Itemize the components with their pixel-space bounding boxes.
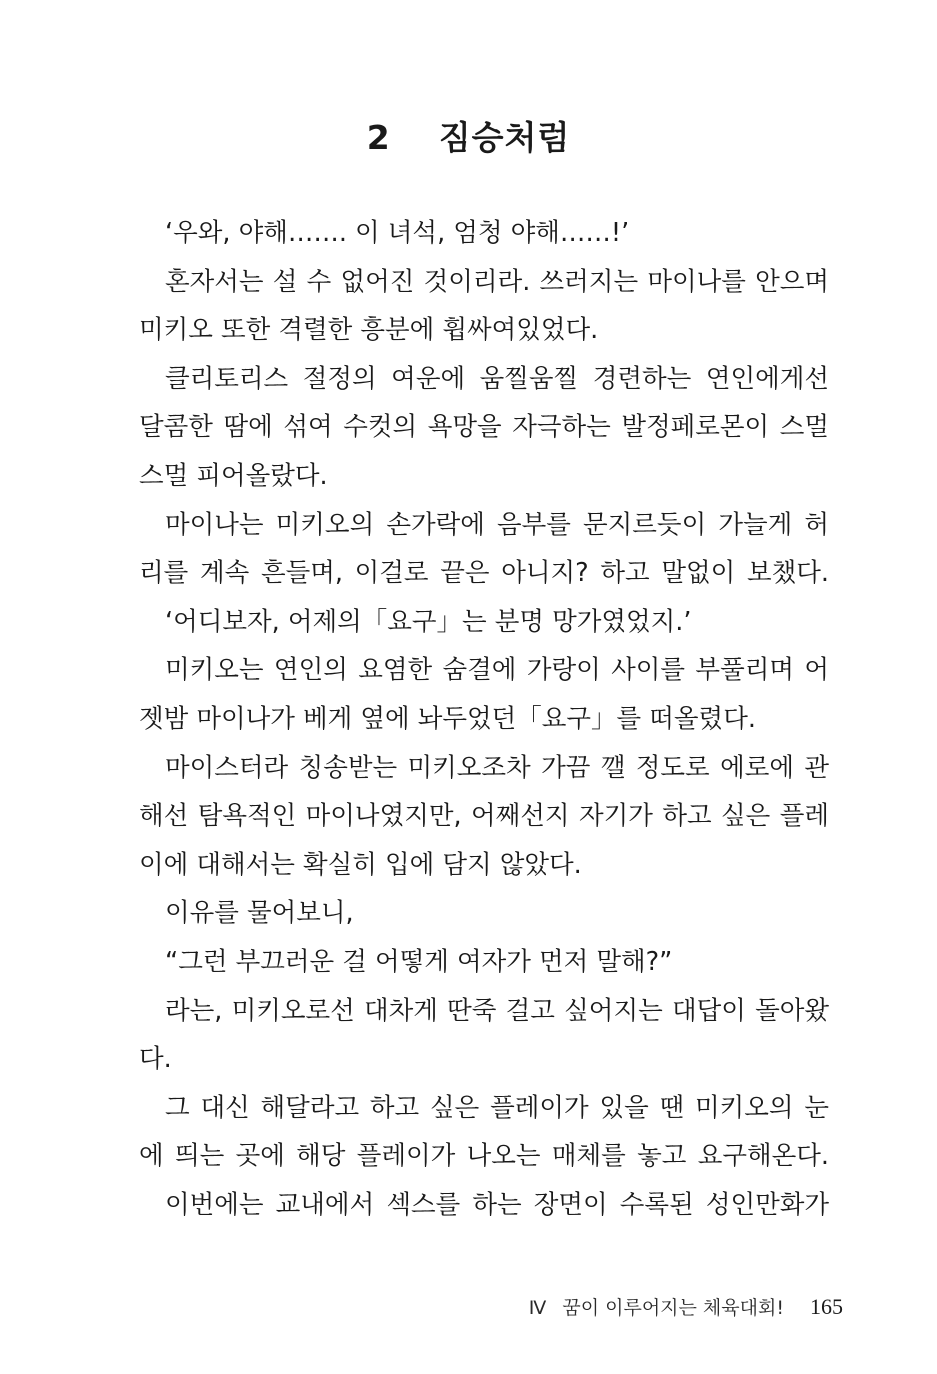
- text-line: 미키오는 연인의 요염한 숨결에 가랑이 사이를 부풀리며 어: [165, 655, 829, 686]
- text-line: “그런 부끄러운 걸 어떻게 여자가 먼저 말해?”: [165, 946, 673, 977]
- text-line: 이번에는 교내에서 섹스를 하는 장면이 수록된 성인만화가: [165, 1189, 829, 1220]
- page-footer: [529, 1293, 843, 1320]
- text-line: 에 띄는 곳에 해당 플레이가 나오는 매체를 놓고 요구해온다.: [139, 1141, 829, 1172]
- text-line: 스멀 피어올랐다.: [139, 460, 328, 491]
- text-line: 마이나는 미키오의 손가락에 음부를 문지르듯이 가늘게 허: [165, 509, 829, 540]
- text-line: ‘우와, 야해……. 이 녀석, 엄청 야해……!’: [165, 218, 630, 248]
- text-line: 라는, 미키오로선 대차게 딴죽 걸고 싶어지는 대답이 돌아왔: [165, 995, 829, 1026]
- page-number: 165: [810, 1294, 843, 1319]
- text-line: ‘어디보자, 어제의「요구」는 분명 망가였었지.’: [165, 606, 692, 637]
- text-line: 이유를 물어보니,: [165, 898, 354, 929]
- body-text: [139, 209, 829, 1229]
- text-line: 리를 계속 흔들며, 이걸로 끝은 아니지? 하고 말없이 보챘다.: [139, 558, 829, 589]
- chapter-number: 2: [366, 118, 391, 157]
- text-line: 미키오 또한 격렬한 흥분에 휩싸여있었다.: [139, 315, 599, 346]
- running-title: 꿈이 이루어지는 체육대회!: [562, 1297, 784, 1319]
- text-line: 해선 탐욕적인 마이나였지만, 어째선지 자기가 하고 싶은 플레: [139, 801, 829, 832]
- text-line: 달콤한 땀에 섞여 수컷의 욕망을 자극하는 발정페로몬이 스멀: [139, 412, 829, 443]
- text-line: 이에 대해서는 확실히 입에 담지 않았다.: [139, 849, 582, 880]
- chapter-title: 짐승처럼: [438, 118, 571, 157]
- text-line: 젯밤 마이나가 베게 옆에 놔두었던「요구」를 떠올렸다.: [139, 703, 756, 734]
- text-line: 혼자서는 설 수 없어진 것이리라. 쓰러지는 마이나를 안으며: [165, 266, 829, 297]
- text-line: 마이스터라 칭송받는 미키오조차 가끔 깰 정도로 에로에 관: [165, 752, 829, 783]
- text-line: 클리토리스 절정의 여운에 움찔움찔 경련하는 연인에게선: [165, 363, 829, 394]
- text-line: 그 대신 해달라고 하고 싶은 플레이가 있을 땐 미키오의 눈: [165, 1092, 829, 1123]
- part-numeral: Ⅳ: [528, 1297, 547, 1319]
- text-line: 다.: [139, 1044, 172, 1075]
- chapter-heading: [0, 112, 937, 159]
